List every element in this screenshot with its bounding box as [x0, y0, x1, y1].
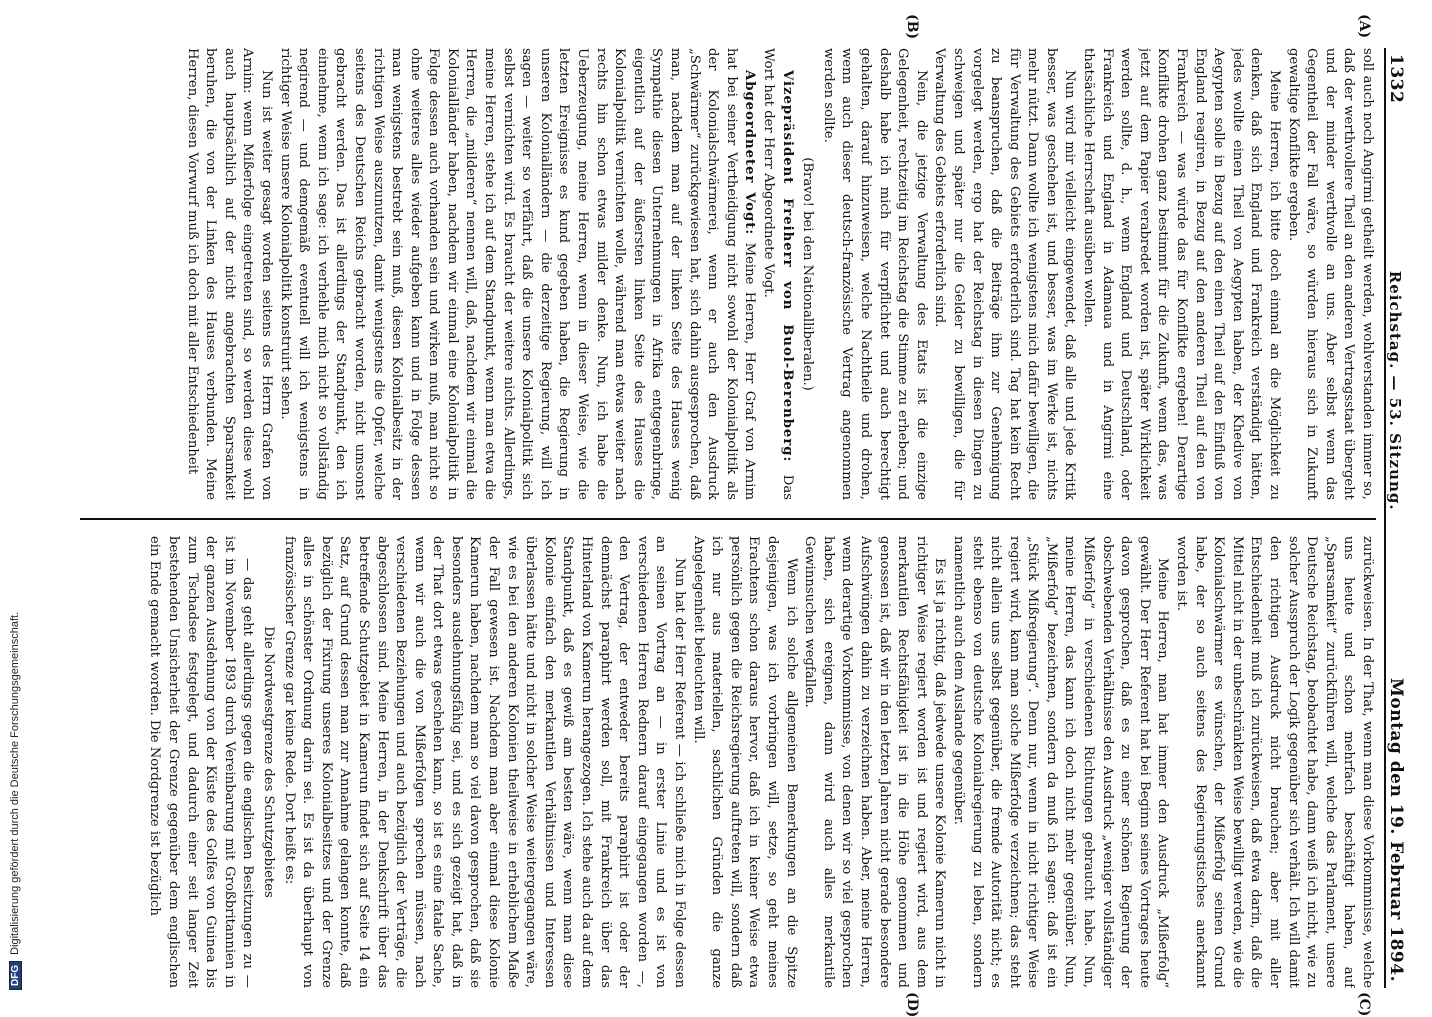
column-divider: [80, 518, 1376, 520]
paragraph: soll auch noch Angirmi getheilt werden, wohlverstanden immer so, daß der werthvollere Theil an den anderen Vertragsstaat übergeht und der minder werthvolle an uns. Aber selbst wenn das Gegentheil der Fall wäre, so würden hieraus sich in Zukunft gewaltige Konflikte ergeben.: [1285, 48, 1375, 500]
right-column: [80, 536, 1376, 988]
paragraph: Nun wird mir vielleicht eingewendet, daß alle und jede Kritik besser, was geschehen ist, und besser, was im Werke ist, nichts mehr nützt. Dann wollte ich wenigstens mich dafür bewilligen, die für Verwaltung des Gebiets erforderlich sind. Tag hat kein Recht zu beanspruchen, daß die Beiträge ihm zur Genehmigung vorgelegt werden, ergo hat der Reichstag in diesen Dingen zu schweigen und später nur die Gelder zu bewilligen, die für Verwaltung des Gebiets erforderlich sind.: [932, 48, 1078, 500]
speaker-text: Das Wort hat der Herr Abgeordnete Vogt.: [761, 48, 795, 500]
paragraph: — das geht allerdings gegen die englischen Besitzungen zu — ist im November 1893 durch Vereinbarung mit Großbritannien in der ganzen Ausdehnung von der Küste des Golfes von Guinea bis zum Tschadsee festgelegt, und dadurch einer seit langer Zeit bestehenden Unsicherheit der Grenze gegenüber dem englischen ein Ende gemacht worden. Die Nordgrenze ist bezüglich: [147, 536, 256, 988]
quote-title: Die Nordwestgrenze des Schutzgebietes: [260, 626, 276, 898]
page-number: 1332: [1386, 54, 1406, 104]
margin-letter-c: (C): [1356, 992, 1372, 1017]
speaker-text: Meine Herren, Herr Graf von Arnim hat bei seiner Vertheidigung nicht sowohl der Kolonialpolitik als der Kolonialschwärmerei, wenn er auch den Ausdruck „Schwärmer“ zurückgewiesen hat, sich dahin ausgesprochen, daß man, nachdem man auf der linken Seite des Hauses wenig Sympathie diesen Unternehmungen in Afrika entgegenbringe, eigentlich auf der äußersten linken Seite des Hauses die Kolonialpolitik vernichten wolle, während man etwas weiter nach rechts hin schon etwas milder denke. Nun, ich habe die Ueberzeugung, meine Herren, wenn in dieser Weise, wie die letzten Ereignisse es kund gegeben haben, die Regierung in unseren Kolonialländern — die derzeitige Regierung, will ich sagen — weiter so verfährt, daß die unsere Kolonialpolitik sich selbst vernichten wird. Es braucht der weitere nichts. Allerdings, meine Herren, stehe ich auf dem Standpunkt, wenn man etwa die Herren, die „milderen“ nennen will, daß, nachdem wir einmal die Kolonialländer haben, nachdem wir einmal eine Kolonialpolitik in Folge dessen auch vorhanden sein und wirken muß, man nicht so ohne weiteres alles wieder aufgeben kann und in Folge dessen man wenigstens bestrebt sein muß, diesen Kolonialbesitz in der richtigen Weise auszunutzen, damit wenigstens die Opfer, welche seitens des Deutschen Reichs gebracht worden, nicht umsonst gebracht werden. Das ist allerdings der Standpunkt, den ich einnehme, wenn ich sage: ich verhehle mich nicht so vollständig negirend — und demgemäß eventuell will ich wenigstens in richtiger Weise unsere Kolonialpolitik konstruirt sehen.: [277, 48, 758, 500]
page-header: [1384, 48, 1420, 988]
paragraph: Meine Herren, ich bitte doch einmal an die Möglichkeit zu denken, daß sich England und Frankreich verständigt hätten, jedes wollte einen Theil von Aegypten haben, der Khedive von Aegypten solle in Bezug auf den einen Theil auf den Einfluß von England reagiren, in Bezug auf den anderen Theil auf den von Frankreich — was würde das für Konflikte ergeben! Derartige Konflikte drohen ganz bestimmt für die Zukunft, wenn das, was jetzt auf dem Papier verabredet worden ist, später Wirklichkeit werden sollte, d. h., wenn England und Deutschland, oder Frankreich und England in Adamaua und in Angirmi eine thatsächliche Herrschaft ausüben wollen.: [1081, 48, 1283, 500]
session-date: Montag den 19. Februar 1894.: [1386, 678, 1406, 982]
paragraph: Nein, die jetzige Verwaltung des Etats ist die einzige Gelegenheit, rechtzeitig im Reichstag die Stimme zu erheben; und deshalb habe ich mich für verpflichtet und auch berechtigt gehalten, darauf hinzuweisen, welche Nachtheile und drohen, wenn auch dieser deutsch-französische Vertrag angenommen werden sollte.: [820, 48, 929, 500]
applause-note: (Bravo! bei den Nationalliberalen.): [800, 157, 816, 391]
document-page: [80, 14, 1420, 1017]
speaker-name: Abgeordneter Vogt:: [742, 70, 758, 236]
paragraph: zurückweisen. In der That, wenn man diese Vorkommnisse, welche uns heute und schon mehrfach beschäftigt haben, auf „Sparsamkeit“ zurückführen will, welche das Parlament, unsere Deutsche Reichstag, beobachtet habe, dann weiß ich nicht, wie zu solcher Ausspruch der Logik gegenüber sich verhält. Ich will damit den richtigen Ausdruck nicht brauchen; aber mit aller Entschiedenheit muß ich zurückweisen, daß etwa darin, daß die Mittel nicht in der unbeschränkten Weise bewilligt werden, wie die Kolonialschwärmer es wünschen, der Mißerfolg seinen Grund habe, der so auch seitens des Regierungstisches anerkannt worden ist.: [1174, 536, 1375, 988]
paragraph: Nun hat der Herr Referent — ich schließe mich in Folge dessen an seinen Vortrag an — in erster Linie und es ist von verschiedenen Herren Rednern darauf eingegangen worden —, den Vertrag, der entweder bereits paraphirt ist oder der demnächst paraphirt werden soll, mit Frankreich über das Hinterland von Kamerun herangezogen. Ich stehe auch da auf dem Standpunkt, daß es gewiß am besten wäre, wenn man diese Kolonie einfach den merkantilen Verhältnissen und Interessen überlassen hätte und nicht in solcher Weise weitergegangen wäre, wie es bei den anderen Kolonien theilweise in erheblichem Maße der Fall gewesen ist. Nachdem man aber einmal diese Kolonie Kamerun haben, nachdem man so viel davon gesprochen, daß sie besonders ausdehnungsfähig sei, und es sich gezeigt hat, daß in der That dort etwas geschehen kann, so ist es eine fatale Sache, wenn wir auch die von Mißerfolgen sprechen müssen, nach verschiedenen Beziehungen und auch bezüglich der Verträge, die abgeschlossen sind. Meine Herren, in der Denkschrift über das betreffende Schutzgebiet in Kamerun findet sich auf Seite 14 ein Satz, auf Grund dessen man zur Annahme gelangen konnte, daß bezüglich der Fixirung unseres Kolonialbesitzes und der Grenze alles in schönster Ordnung darin sei. Es ist da überhaupt von französischer Grenze gar keine Rede. Dort heißt es:: [281, 536, 688, 988]
margin-letter-a: (A): [1356, 14, 1372, 39]
speaker-name: Vizepräsident Freiherr von Buol-Berenberg:: [779, 70, 795, 463]
page-title: Reichstag. — 53. Sitzung.: [1386, 270, 1404, 511]
credit-text: Digitalisierung gefördert durch die Deutsche Forschungsgemeinschaft.: [9, 611, 21, 955]
left-column: [80, 48, 1376, 500]
margin-letter-b: (B): [904, 14, 920, 40]
paragraph: Nun ist weiter gesagt worden seitens des Herrn Grafen von Arnim: wenn Mißerfolge eingetreten sind, so werden diese wohl auch hauptsächlich auf der nicht angebrachten Sparsamkeit beruhen, die von der Linken des Hauses verbunden. Meine Herren, diesen Vorwurf muß ich doch mit aller Entschiedenheit: [184, 48, 274, 500]
paragraph: Wenn ich solche allgemeinen Bemerkungen an die Spitze desjenigen, was ich vorbringen will, setze, so geht meines Erachtens schon daraus hervor, daß ich in keiner Weise etwa persönlich gegen die Reichsregierung auftreten will, sondern daß ich nur aus materiellen, sachlichen Gründen die ganze Angelegenheit beleuchten will.: [690, 536, 799, 988]
margin-letter-d: (D): [904, 992, 920, 1017]
digitization-credit: [6, 0, 26, 1000]
paragraph: Es ist ja richtig, daß jedwede unsere Kolonie Kamerun nicht in richtiger Weise regiert worden ist und regiert wird, aus dem merkantilen Rechtsfähigkeit ist in die Höhe genommen und genossen ist, daß wir in den letzten Jahren nicht gerade besondere Aufschwüngen dahin zu verzeichnen haben. Aber, meine Herren, wenn derartige Vorkommnisse, von denen wir so viel gesprochen haben, sich ereignen, dann wird auch alles merkantile Gewinnsuchen wegfallen.: [802, 536, 948, 988]
paragraph: Meine Herren, man hat immer den Ausdruck „Mißerfolg“ gewählt. Der Herr Referent hat bei Beginn seines Vortrages heute davon gesprochen, daß es zu einer schönen Regierung der obschwebenden Verhältnisse den Ausdruck „weniger vollständiger Mißerfolg“ in verschiedenen Richtungen gebraucht habe. Nun, meine Herren, das kann ich doch nicht mehr gegenüber. Nun, „Mißerfolg“ bezeichnen, sondern da muß ich sagen: daß ist ein „Stück Mißregierung“. Denn nur, wenn in nicht richtiger Weise regiert wird, kann man solche Mißerfolge verzeichnen; das steht nicht allein uns selbst gegenüber, die fremde Autorität nicht; es steht ebenso von deutsche Kolonialregierung zu leben, sondern namentlich auch dem Auslande gegenüber.: [950, 536, 1171, 988]
dfg-logo: DFG: [9, 961, 22, 990]
